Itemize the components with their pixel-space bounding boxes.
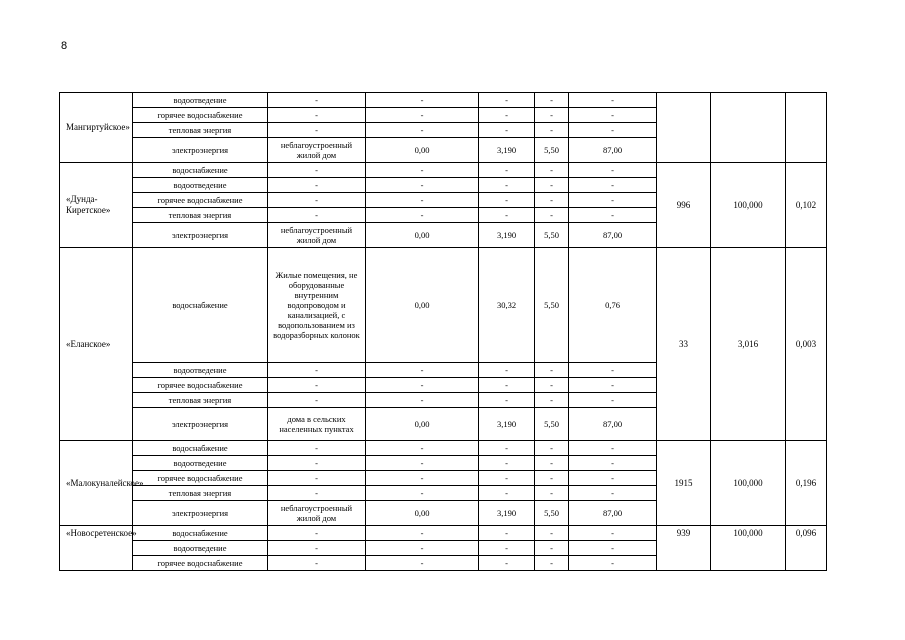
table-row (60, 93, 827, 108)
cell: 3,190 (479, 223, 535, 248)
share-cell (711, 93, 786, 163)
cell: - (479, 526, 535, 541)
service-cell: водоснабжение (133, 441, 268, 456)
cell: - (479, 108, 535, 123)
cell: - (479, 123, 535, 138)
service-cell: электроэнергия (133, 408, 268, 441)
cell: 0,76 (569, 248, 657, 363)
cell: - (479, 393, 535, 408)
service-cell: электроэнергия (133, 138, 268, 163)
cell: неблагоустроенный жилой дом (268, 138, 366, 163)
cell: - (479, 93, 535, 108)
coef-cell (786, 93, 827, 163)
cell: - (268, 123, 366, 138)
cell: - (366, 123, 479, 138)
population-cell: 1915 (657, 441, 711, 526)
cell: - (479, 378, 535, 393)
cell: - (366, 163, 479, 178)
cell: 87,00 (569, 223, 657, 248)
cell: - (268, 163, 366, 178)
cell: неблагоустроенный жилой дом (268, 223, 366, 248)
page-number: 8 (61, 40, 68, 52)
service-cell: тепловая энергия (133, 123, 268, 138)
cell: - (569, 108, 657, 123)
cell: - (569, 93, 657, 108)
cell: - (268, 208, 366, 223)
cell: 0,00 (366, 408, 479, 441)
cell: 0,00 (366, 223, 479, 248)
cell: - (535, 526, 569, 541)
settlement-name: «Дунда-Киретское» (60, 163, 133, 248)
cell: - (535, 556, 569, 571)
cell: 5,50 (535, 223, 569, 248)
settlement-name: «Еланское» (60, 248, 133, 441)
cell: - (268, 363, 366, 378)
cell: - (366, 526, 479, 541)
cell: - (268, 471, 366, 486)
service-cell: тепловая энергия (133, 208, 268, 223)
coef-cell: 0,196 (786, 441, 827, 526)
cell: - (535, 486, 569, 501)
share-cell: 100,000 (711, 526, 786, 571)
service-cell: водоснабжение (133, 248, 268, 363)
cell: 0,00 (366, 138, 479, 163)
cell: - (569, 193, 657, 208)
cell: 5,50 (535, 248, 569, 363)
cell: дома в сельских населенных пунктах (268, 408, 366, 441)
service-cell: водоотведение (133, 541, 268, 556)
cell: - (268, 108, 366, 123)
coef-cell: 0,096 (786, 526, 827, 571)
service-cell: электроэнергия (133, 223, 268, 248)
cell: 3,190 (479, 408, 535, 441)
cell: 87,00 (569, 138, 657, 163)
cell: - (569, 393, 657, 408)
service-cell: водоснабжение (133, 163, 268, 178)
cell: - (535, 163, 569, 178)
cell: - (268, 441, 366, 456)
cell: - (479, 208, 535, 223)
cell: - (569, 178, 657, 193)
cell: - (569, 526, 657, 541)
table-row (60, 163, 827, 178)
population-cell: 996 (657, 163, 711, 248)
cell: - (535, 208, 569, 223)
cell: - (535, 541, 569, 556)
cell: 5,50 (535, 408, 569, 441)
cell: - (479, 163, 535, 178)
cell: - (268, 393, 366, 408)
cell: - (479, 541, 535, 556)
cell: 3,190 (479, 501, 535, 526)
cell: неблагоустроенный жилой дом (268, 501, 366, 526)
service-cell: водоснабжение (133, 526, 268, 541)
cell: - (535, 93, 569, 108)
cell: 5,50 (535, 501, 569, 526)
share-cell: 100,000 (711, 163, 786, 248)
share-cell: 3,016 (711, 248, 786, 441)
cell: 0,00 (366, 248, 479, 363)
service-cell: водоотведение (133, 178, 268, 193)
table-row (60, 248, 827, 363)
service-cell: горячее водоснабжение (133, 471, 268, 486)
cell: Жилые помещения, не оборудованные внутренним водопроводом и канализацией, с водопользованием из водоразборных колонок (268, 248, 366, 363)
cell: - (569, 541, 657, 556)
cell: - (366, 178, 479, 193)
cell: - (535, 193, 569, 208)
cell: - (479, 471, 535, 486)
cell: - (268, 378, 366, 393)
cell: - (366, 486, 479, 501)
service-cell: тепловая энергия (133, 393, 268, 408)
cell: - (569, 486, 657, 501)
service-cell: горячее водоснабжение (133, 193, 268, 208)
cell: 87,00 (569, 501, 657, 526)
cell: 87,00 (569, 408, 657, 441)
cell: - (569, 471, 657, 486)
cell: - (268, 456, 366, 471)
cell: - (268, 178, 366, 193)
cell: 5,50 (535, 138, 569, 163)
cell: - (535, 378, 569, 393)
cell: - (366, 378, 479, 393)
cell: - (366, 393, 479, 408)
cell: - (366, 363, 479, 378)
cell: 30,32 (479, 248, 535, 363)
cell: - (535, 471, 569, 486)
cell: - (569, 163, 657, 178)
cell: - (268, 541, 366, 556)
cell: - (366, 93, 479, 108)
service-cell: водоотведение (133, 456, 268, 471)
service-cell: электроэнергия (133, 501, 268, 526)
cell: - (366, 193, 479, 208)
cell: - (479, 456, 535, 471)
service-cell: водоотведение (133, 93, 268, 108)
cell: - (569, 363, 657, 378)
cell: - (569, 441, 657, 456)
population-cell: 939 (657, 526, 711, 571)
cell: 0,00 (366, 501, 479, 526)
cell: - (569, 123, 657, 138)
settlement-name: «Новосретенское» (60, 526, 133, 571)
cell: - (479, 178, 535, 193)
cell: - (268, 93, 366, 108)
cell: - (268, 556, 366, 571)
settlement-name: Мангиртуйское» (60, 93, 133, 163)
cell: - (479, 556, 535, 571)
cell: - (535, 363, 569, 378)
cell: - (268, 193, 366, 208)
service-cell: горячее водоснабжение (133, 378, 268, 393)
cell: - (268, 486, 366, 501)
service-cell: водоотведение (133, 363, 268, 378)
coef-cell: 0,003 (786, 248, 827, 441)
cell: - (366, 541, 479, 556)
cell: 3,190 (479, 138, 535, 163)
service-cell: горячее водоснабжение (133, 108, 268, 123)
population-cell: 33 (657, 248, 711, 441)
cell: - (535, 393, 569, 408)
cell: - (535, 108, 569, 123)
tariff-table (59, 92, 827, 571)
cell: - (366, 556, 479, 571)
cell: - (366, 208, 479, 223)
population-cell (657, 93, 711, 163)
cell: - (366, 108, 479, 123)
cell: - (535, 441, 569, 456)
cell: - (569, 208, 657, 223)
cell: - (268, 526, 366, 541)
cell: - (569, 378, 657, 393)
service-cell: горячее водоснабжение (133, 556, 268, 571)
coef-cell: 0,102 (786, 163, 827, 248)
cell: - (479, 363, 535, 378)
settlement-name: «Малокуналейское» (60, 441, 133, 526)
cell: - (535, 123, 569, 138)
share-cell: 100,000 (711, 441, 786, 526)
cell: - (569, 556, 657, 571)
cell: - (569, 456, 657, 471)
table-row (60, 526, 827, 541)
cell: - (366, 471, 479, 486)
cell: - (479, 193, 535, 208)
table-row (60, 441, 827, 456)
cell: - (535, 456, 569, 471)
cell: - (479, 486, 535, 501)
cell: - (479, 441, 535, 456)
cell: - (366, 441, 479, 456)
service-cell: тепловая энергия (133, 486, 268, 501)
cell: - (366, 456, 479, 471)
cell: - (535, 178, 569, 193)
